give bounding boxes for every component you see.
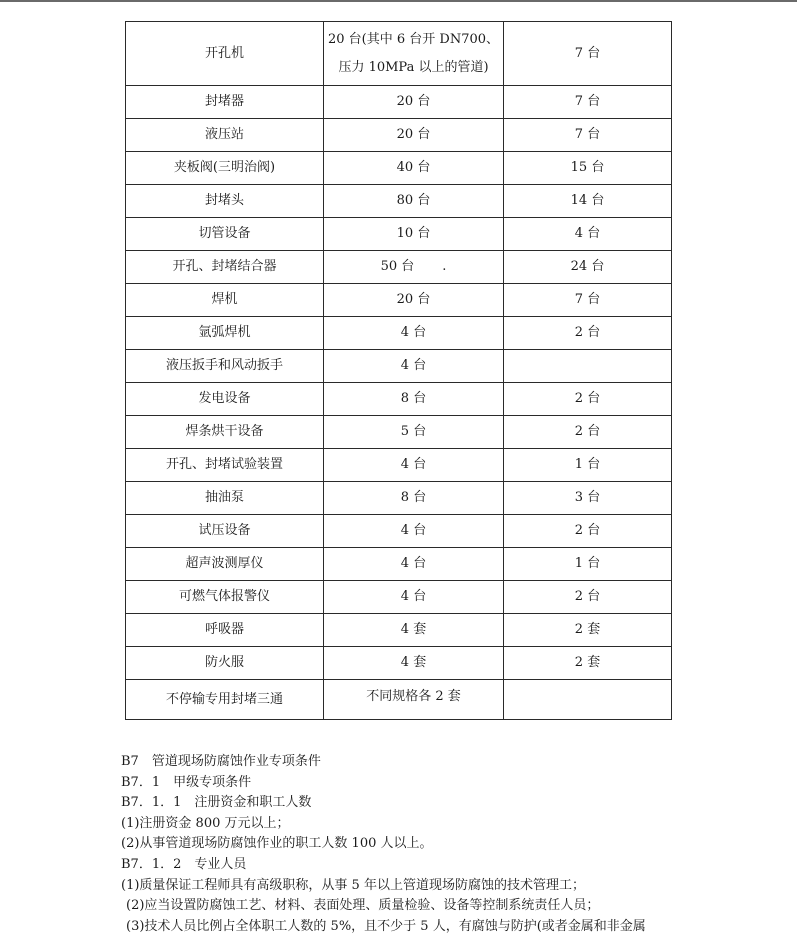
equipment-name: 焊机: [126, 284, 324, 317]
equipment-qty-b: [504, 350, 672, 383]
equipment-qty-a: 4 台: [324, 317, 504, 350]
equipment-name: 抽油泵: [126, 482, 324, 515]
clause-heading: B7．1．2 专业人员: [121, 856, 247, 872]
equipment-qty-a: 40 台: [324, 152, 504, 185]
table-row: [126, 515, 672, 548]
equipment-name: 封堵头: [126, 185, 324, 218]
table-row: [126, 449, 672, 482]
equipment-qty-a: 4 套: [324, 647, 504, 680]
equipment-qty-b: 2 台: [504, 383, 672, 416]
section-text: [121, 752, 781, 937]
equipment-qty-a: 20 台: [324, 119, 504, 152]
equipment-name: 开孔、封堵结合器: [126, 251, 324, 284]
equipment-name: 开孔机: [126, 22, 324, 86]
equipment-qty-b: 2 台: [504, 581, 672, 614]
clause-item: (2)应当设置防腐蚀工艺、材料、表面处理、质量检验、设备等控制系统责任人员；: [126, 898, 600, 914]
equipment-qty-a: 4 台: [324, 581, 504, 614]
equipment-qty-a: 4 台: [324, 350, 504, 383]
equipment-name: 液压扳手和风动扳手: [126, 350, 324, 383]
equipment-name: 超声波测厚仪: [126, 548, 324, 581]
equipment-qty-b: 1 台: [504, 548, 672, 581]
equipment-qty-a: [324, 251, 504, 284]
equipment-name: 呼吸器: [126, 614, 324, 647]
qty-note-line-1: 20 台(其中 6 台开 DN700、: [327, 31, 500, 47]
equipment-qty-b: 2 台: [504, 416, 672, 449]
table-row: [126, 119, 672, 152]
clause-item: (3)技术人员比例占全体职工人数的 5%，且不少于 5 人，有腐蚀与防护(或者金属和非金属: [126, 918, 646, 934]
table-row: [126, 680, 672, 720]
equipment-qty-a: 8 台: [324, 482, 504, 515]
equipment-name: 封堵器: [126, 86, 324, 119]
table-row: [126, 383, 672, 416]
clause-heading: B7．1．1 注册资金和职工人数: [121, 795, 312, 811]
equipment-qty-b: [504, 680, 672, 720]
table-row: [126, 152, 672, 185]
table-row: [126, 581, 672, 614]
equipment-qty-b: 3 台: [504, 482, 672, 515]
equipment-qty-b: 7 台: [504, 86, 672, 119]
equipment-qty-b: 2 套: [504, 647, 672, 680]
equipment-table: [125, 21, 672, 720]
equipment-qty-a: 80 台: [324, 185, 504, 218]
equipment-name: 氩弧焊机: [126, 317, 324, 350]
qty-note-line-2: 压力 10MPa 以上的管道): [338, 59, 489, 75]
equipment-qty-a: 8 台: [324, 383, 504, 416]
equipment-name: 液压站: [126, 119, 324, 152]
equipment-qty-b: 4 台: [504, 218, 672, 251]
equipment-name: 开孔、封堵试验装置: [126, 449, 324, 482]
equipment-qty-a: 不同规格各 2 套: [324, 680, 504, 720]
equipment-qty-a: 4 台: [324, 548, 504, 581]
equipment-name: 焊条烘干设备: [126, 416, 324, 449]
equipment-qty-b: 2 台: [504, 515, 672, 548]
equipment-qty-a: 5 台: [324, 416, 504, 449]
stray-mark: .: [442, 259, 447, 274]
equipment-qty-b: 15 台: [504, 152, 672, 185]
table-row: [126, 548, 672, 581]
equipment-qty-a: 10 台: [324, 218, 504, 251]
equipment-qty-a: 20 台: [324, 284, 504, 317]
equipment-qty-b: 2 台: [504, 317, 672, 350]
table-row: [126, 416, 672, 449]
table-row: [126, 317, 672, 350]
subsection-heading: B7．1 甲级专项条件: [121, 774, 252, 790]
equipment-qty-a: 4 台: [324, 515, 504, 548]
equipment-qty-a: 4 套: [324, 614, 504, 647]
equipment-qty-b: 1 台: [504, 449, 672, 482]
equipment-name: 切管设备: [126, 218, 324, 251]
equipment-name: 可燃气体报警仪: [126, 581, 324, 614]
table-row: [126, 284, 672, 317]
clause-item: (2)从事管道现场防腐蚀作业的职工人数 100 人以上。: [121, 836, 433, 852]
equipment-qty-b: 14 台: [504, 185, 672, 218]
equipment-name: 夹板阀(三明治阀): [126, 152, 324, 185]
equipment-qty-b: 24 台: [504, 251, 672, 284]
qty-value: 50 台: [380, 259, 415, 274]
equipment-qty-a: [324, 22, 504, 86]
top-rule: [0, 0, 797, 2]
table-row: [126, 218, 672, 251]
equipment-qty-b: 2 套: [504, 614, 672, 647]
equipment-qty-a: 20 台: [324, 86, 504, 119]
line-spacer: [324, 50, 503, 58]
table-row: [126, 350, 672, 383]
table-row: [126, 185, 672, 218]
equipment-qty-b: 7 台: [504, 284, 672, 317]
equipment-qty-a: 4 台: [324, 449, 504, 482]
table-row: [126, 647, 672, 680]
table-row: [126, 614, 672, 647]
table-row: [126, 251, 672, 284]
equipment-name: 发电设备: [126, 383, 324, 416]
table-row: [126, 86, 672, 119]
clause-item: (1)质量保证工程师具有高级职称，从事 5 年以上管道现场防腐蚀的技术管理工；: [121, 877, 585, 893]
equipment-qty-b: 7 台: [504, 22, 672, 86]
equipment-name: 试压设备: [126, 515, 324, 548]
clause-item: (1)注册资金 800 万元以上；: [121, 815, 290, 831]
section-heading: B7 管道现场防腐蚀作业专项条件: [121, 754, 321, 769]
equipment-qty-b: 7 台: [504, 119, 672, 152]
table-row: [126, 482, 672, 515]
equipment-name: 防火服: [126, 647, 324, 680]
equipment-name: 不停输专用封堵三通: [126, 680, 324, 720]
table-row: [126, 22, 672, 86]
